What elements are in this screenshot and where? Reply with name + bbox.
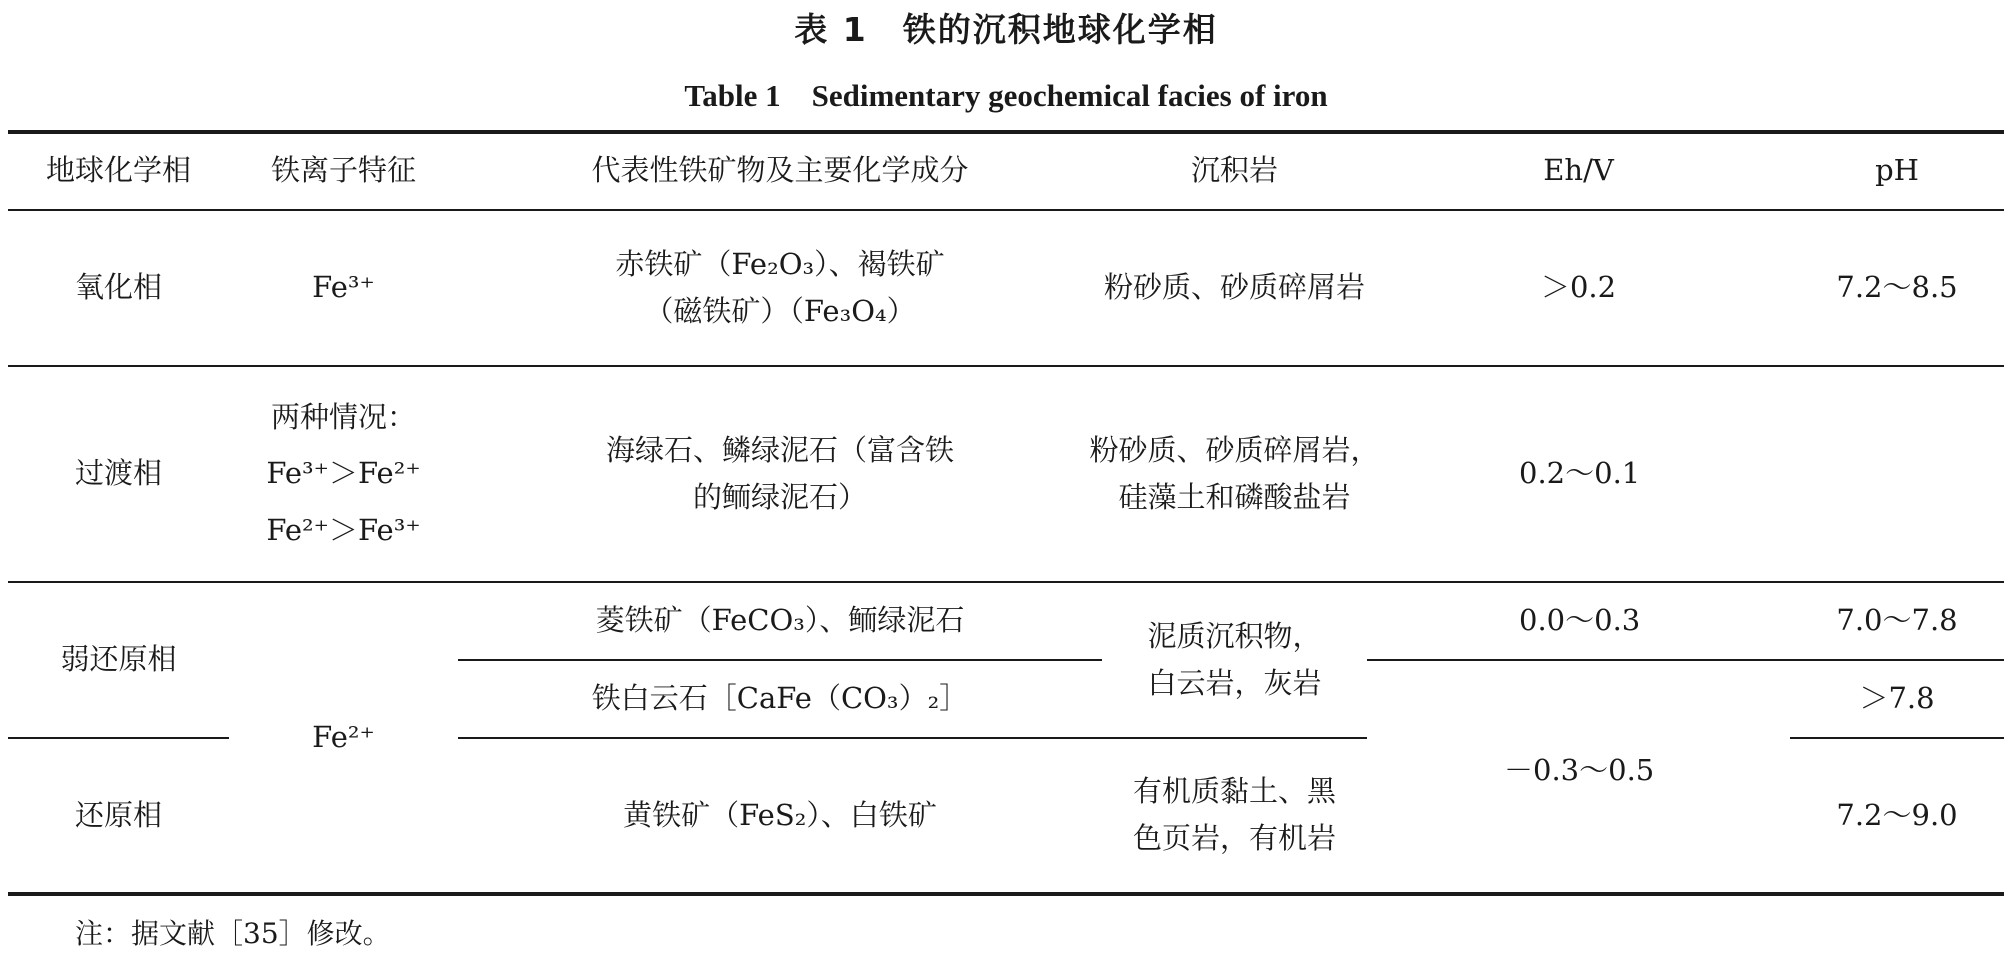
weak-reduction-eh: 0.0～0.3 bbox=[1519, 603, 1641, 638]
transition-ion-line-1: 两种情况： bbox=[270, 399, 416, 434]
transition-minerals bbox=[458, 366, 1102, 581]
transition-facies: 过渡相 bbox=[74, 456, 162, 491]
weak-reduction-ph-1: 7.0～7.8 bbox=[1836, 603, 1958, 638]
weak-reduction-rock bbox=[1102, 582, 1367, 737]
weak-reduction-rock-line-1: 泥质沉积物， bbox=[1147, 618, 1322, 653]
weak-reduction-rock-line-2: 白云岩，灰岩 bbox=[1147, 665, 1322, 700]
table-caption-zh: 表 1 铁的沉积地球化学相 bbox=[794, 10, 1218, 49]
transition-rock bbox=[1089, 366, 1380, 581]
weak-reduction-facies: 弱还原相 bbox=[60, 642, 177, 677]
transition-eh: 0.2～0.1 bbox=[1519, 456, 1641, 491]
table-note: 注：据文献［35］修改。 bbox=[75, 917, 391, 950]
header-ph: pH bbox=[1875, 152, 1919, 187]
oxidation-minerals-line-1: 赤铁矿（Fe₂O₃）、褐铁矿 bbox=[615, 246, 945, 281]
weak-reduction-minerals-1: 菱铁矿（FeCO₃）、鲕绿泥石 bbox=[595, 603, 965, 638]
weak-reduction-ph-2: ＞7.8 bbox=[1859, 681, 1935, 716]
transition-ion-line-3: Fe²⁺＞Fe³⁺ bbox=[266, 512, 421, 547]
reduction-facies: 还原相 bbox=[74, 797, 162, 832]
header-eh: Eh/V bbox=[1543, 152, 1614, 187]
oxidation-ion: Fe³⁺ bbox=[312, 270, 375, 305]
oxidation-minerals-line-2: （磁铁矿）（Fe₃O₄） bbox=[644, 293, 916, 328]
transition-ion bbox=[229, 366, 458, 581]
oxidation-rock: 粉砂质、砂质碎屑岩 bbox=[1103, 270, 1365, 305]
header-facies: 地球化学相 bbox=[45, 152, 191, 187]
transition-ion-line-2: Fe³⁺＞Fe²⁺ bbox=[266, 456, 421, 491]
reduction-rock bbox=[1102, 738, 1367, 892]
shared-ion: Fe²⁺ bbox=[312, 719, 375, 754]
oxidation-facies: 氧化相 bbox=[74, 270, 162, 305]
header-minerals: 代表性铁矿物及主要化学成分 bbox=[591, 152, 969, 187]
reduction-eh: －0.3～0.5 bbox=[1504, 752, 1655, 787]
oxidation-eh: ＞0.2 bbox=[1540, 270, 1617, 305]
transition-minerals-line-2: 的鲕绿泥石） bbox=[692, 479, 867, 514]
table-caption-en: Table 1 Sedimentary geochemical facies of iron bbox=[684, 78, 1328, 113]
transition-minerals-line-1: 海绿石、鳞绿泥石（富含铁 bbox=[605, 432, 954, 467]
transition-rock-line-2: 硅藻土和磷酸盐岩 bbox=[1118, 479, 1351, 514]
bottom-rule bbox=[8, 892, 2004, 896]
reduction-rock-line-1: 有机质黏土、黑 bbox=[1132, 774, 1336, 809]
oxidation-ph: 7.2～8.5 bbox=[1836, 270, 1958, 305]
oxidation-minerals bbox=[458, 210, 1102, 365]
reduction-rock-line-2: 色页岩，有机岩 bbox=[1132, 821, 1336, 855]
weak-reduction-minerals-2: 铁白云石［CaFe（CO₃）₂］ bbox=[591, 681, 969, 716]
transition-rock-line-1: 粉砂质、砂质碎屑岩， bbox=[1089, 432, 1380, 467]
reduction-minerals: 黄铁矿（FeS₂）、白铁矿 bbox=[623, 797, 937, 832]
reduction-ph: 7.2～9.0 bbox=[1836, 797, 1958, 832]
header-rock: 沉积岩 bbox=[1190, 152, 1278, 187]
header-ion: 铁离子特征 bbox=[270, 152, 416, 187]
